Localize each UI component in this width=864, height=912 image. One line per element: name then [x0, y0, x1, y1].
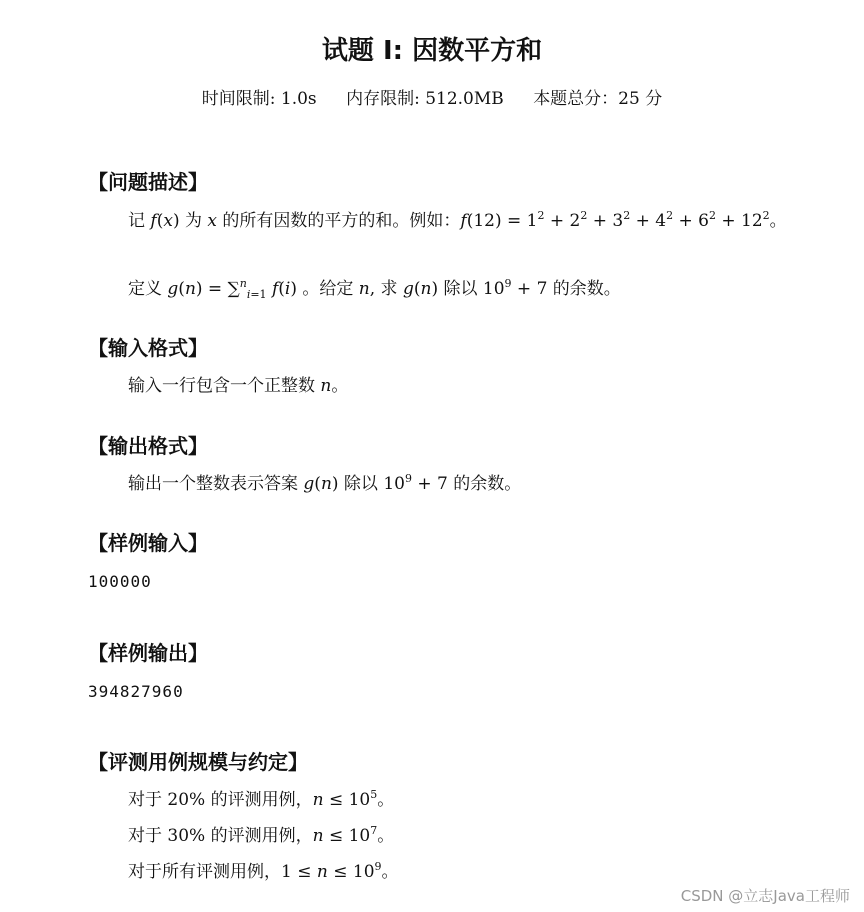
memory-limit: 内存限制: 512.0MB: [346, 89, 504, 109]
constraint-3: 对于所有评测用例，$1 \le n \le 10^9$。: [128, 860, 399, 882]
section-input-heading: 【输入格式】: [88, 336, 208, 360]
section-sample-output-heading: 【样例输出】: [88, 641, 208, 665]
time-limit: 时间限制: 1.0s: [201, 89, 317, 109]
description-paragraph-2: 定义 g(n) = ∑$^n_{i=1}$ f(i) 。给定 n, 求 g(n) 除以 $10^9 + 7$ 的余数。: [128, 277, 621, 301]
input-format-text: 输入一行包含一个正整数 n。: [128, 376, 349, 396]
problem-title: 试题 I: 因数平方和: [321, 36, 543, 66]
section-description-heading: 【问题描述】: [88, 170, 208, 194]
total-score: 本题总分：25 分: [533, 89, 663, 109]
section-constraints-heading: 【评测用例规模与约定】: [88, 750, 308, 774]
description-paragraph-1: 记 f(x) 为 x 的所有因数的平方的和。例如：$f(12) = 1^2 + 2^2 + 3^2 + 4^2 + 6^2 + 12^2$。: [128, 209, 787, 231]
section-output-heading: 【输出格式】: [88, 434, 208, 458]
output-format-text: 输出一个整数表示答案 g(n) 除以 $10^9 + 7$ 的余数。: [128, 472, 522, 494]
constraint-2: 对于 30% 的评测用例，$n \le 10^7$。: [128, 824, 395, 846]
sample-input-value: 100000: [88, 572, 152, 591]
sample-output-value: 394827960: [88, 682, 184, 701]
watermark-text: CSDN @立志Java工程师: [680, 887, 850, 905]
problem-meta: [0, 84, 864, 109]
constraint-1: 对于 20% 的评测用例，$n \le 10^5$。: [128, 788, 395, 810]
section-sample-input-heading: 【样例输入】: [88, 531, 208, 555]
